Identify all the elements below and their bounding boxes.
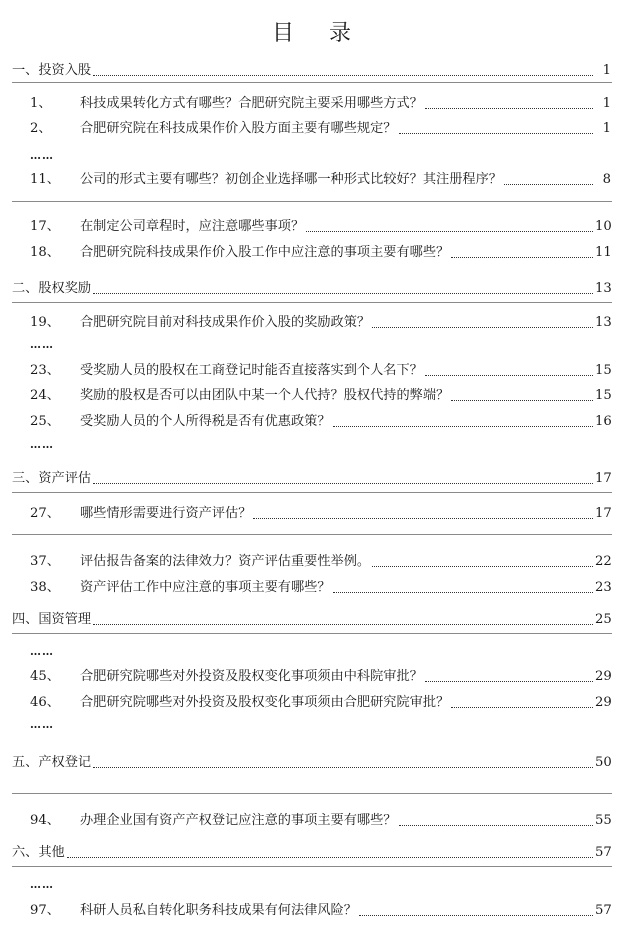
dot-leader [93, 75, 593, 76]
toc-item-row[interactable] [0, 898, 623, 920]
toc-item-row[interactable] [0, 91, 623, 113]
toc-page-number: 13 [595, 315, 612, 330]
toc-page-number: 17 [595, 506, 612, 521]
toc-section-row[interactable] [0, 58, 623, 80]
toc-page-number: 1 [602, 96, 611, 111]
toc-item-row[interactable] [0, 358, 623, 380]
toc-item-label: 资产评估工作中应注意的事项主要有哪些？ [80, 580, 331, 595]
omitted-entries-ellipsis: …… [30, 338, 54, 351]
toc-item-number: 27、 [30, 506, 60, 521]
toc-item-number: 97、 [30, 903, 60, 918]
toc-item-number: 1、 [30, 96, 52, 111]
toc-item-label: 科技成果转化方式有哪些？合肥研究院主要采用哪些方式？ [80, 96, 423, 111]
toc-page-number: 23 [595, 580, 612, 595]
toc-item-number: 25、 [30, 414, 60, 429]
toc-item-label: 办理企业国有资产产权登记应注意的事项主要有哪些？ [80, 813, 397, 828]
dot-leader [93, 767, 593, 768]
dot-leader [372, 566, 593, 567]
toc-item-row[interactable] [0, 240, 623, 262]
toc-item-number: 45、 [30, 669, 60, 684]
toc-item-label: 评估报告备案的法律效力？资产评估重要性举例。 [80, 554, 371, 569]
toc-item-number: 17、 [30, 219, 60, 234]
section-divider [12, 492, 612, 493]
toc-section-label: 五、产权登记 [12, 755, 92, 770]
dot-leader [451, 257, 593, 258]
omitted-entries-ellipsis: …… [30, 438, 54, 451]
toc-page-number: 15 [595, 388, 612, 403]
toc-item-number: 18、 [30, 245, 60, 260]
toc-page-number: 13 [595, 281, 612, 296]
toc-item-label: 合肥研究院目前对科技成果作价入股的奖励政策？ [80, 315, 371, 330]
toc-item-label: 受奖励人员的股权在工商登记时能否直接落实到个人名下？ [80, 363, 423, 378]
section-divider [12, 866, 612, 867]
dot-leader [67, 857, 593, 858]
section-divider [12, 534, 612, 535]
toc-item-label: 合肥研究院哪些对外投资及股权变化事项须由中科院审批？ [80, 669, 423, 684]
dot-leader [333, 592, 593, 593]
toc-page-number: 17 [595, 471, 612, 486]
toc-section-row[interactable] [0, 276, 623, 298]
toc-item-number: 2、 [30, 121, 52, 136]
toc-page-number: 1 [602, 63, 611, 78]
toc-item-number: 24、 [30, 388, 60, 403]
dot-leader [504, 184, 593, 185]
toc-item-label: 合肥研究院科技成果作价入股工作中应注意的事项主要有哪些？ [80, 245, 450, 260]
dot-leader [359, 915, 593, 916]
toc-item-row[interactable] [0, 808, 623, 830]
toc-page-number: 1 [602, 121, 611, 136]
dot-leader [93, 624, 593, 625]
dot-leader [451, 400, 593, 401]
toc-item-number: 37、 [30, 554, 60, 569]
toc-page-number: 22 [595, 554, 612, 569]
toc-page-number: 57 [595, 903, 612, 918]
toc-item-row[interactable] [0, 575, 623, 597]
dot-leader [451, 707, 593, 708]
toc-section-label: 一、投资入股 [12, 63, 92, 78]
toc-page-number: 15 [595, 363, 612, 378]
dot-leader [93, 293, 593, 294]
toc-item-number: 46、 [30, 695, 60, 710]
toc-page-number: 29 [595, 669, 612, 684]
toc-item-label: 科研人员私自转化职务科技成果有何法律风险？ [80, 903, 357, 918]
toc-section-label: 三、资产评估 [12, 471, 92, 486]
toc-page-number: 29 [595, 695, 612, 710]
toc-section-row[interactable] [0, 466, 623, 488]
toc-item-row[interactable] [0, 664, 623, 686]
toc-item-number: 94、 [30, 813, 60, 828]
toc-item-label: 哪些情形需要进行资产评估？ [80, 506, 252, 521]
toc-section-row[interactable] [0, 750, 623, 772]
omitted-entries-ellipsis: …… [30, 645, 54, 658]
toc-item-row[interactable] [0, 116, 623, 138]
dot-leader [425, 681, 593, 682]
toc-section-label: 四、国资管理 [12, 612, 92, 627]
toc-item-row[interactable] [0, 167, 623, 189]
toc-item-number: 19、 [30, 315, 60, 330]
toc-section-row[interactable] [0, 840, 623, 862]
toc-page-number: 8 [602, 172, 611, 187]
toc-item-label: 在制定公司章程时，应注意哪些事项？ [80, 219, 305, 234]
toc-page-number: 11 [595, 245, 612, 260]
toc-page-number: 10 [595, 219, 612, 234]
dot-leader [306, 231, 593, 232]
section-divider [12, 82, 612, 83]
section-divider [12, 302, 612, 303]
dot-leader [399, 133, 594, 134]
toc-section-label: 六、其他 [12, 845, 65, 860]
toc-item-label: 受奖励人员的个人所得税是否有优惠政策？ [80, 414, 331, 429]
toc-page-number: 25 [595, 612, 612, 627]
omitted-entries-ellipsis: …… [30, 718, 54, 731]
toc-item-label: 合肥研究院哪些对外投资及股权变化事项须由合肥研究院审批？ [80, 695, 450, 710]
toc-item-label: 公司的形式主要有哪些？初创企业选择哪一种形式比较好？其注册程序？ [80, 172, 502, 187]
toc-page-number: 57 [595, 845, 612, 860]
omitted-entries-ellipsis: …… [30, 878, 54, 891]
dot-leader [425, 375, 593, 376]
toc-item-row[interactable] [0, 383, 623, 405]
toc-item-label: 合肥研究院在科技成果作价入股方面主要有哪些规定？ [80, 121, 397, 136]
dot-leader [253, 518, 593, 519]
toc-item-label: 奖励的股权是否可以由团队中某一个人代持？股权代持的弊端？ [80, 388, 450, 403]
toc-item-number: 11、 [30, 172, 60, 187]
toc-section-row[interactable] [0, 607, 623, 629]
dot-leader [372, 327, 593, 328]
toc-page-number: 50 [595, 755, 612, 770]
dot-leader [425, 108, 593, 109]
omitted-entries-ellipsis: …… [30, 149, 54, 162]
toc-section-label: 二、股权奖励 [12, 281, 92, 296]
section-divider [12, 201, 612, 202]
dot-leader [93, 483, 593, 484]
toc-item-row[interactable] [0, 310, 623, 332]
toc-page-number: 16 [595, 414, 612, 429]
toc-item-number: 23、 [30, 363, 60, 378]
toc-page-number: 55 [595, 813, 612, 828]
toc-item-row[interactable] [0, 214, 623, 236]
page-title: 目 录 [272, 21, 365, 46]
dot-leader [333, 426, 593, 427]
toc-item-row[interactable] [0, 501, 623, 523]
toc-item-row[interactable] [0, 549, 623, 571]
section-divider [12, 633, 612, 634]
toc-item-row[interactable] [0, 409, 623, 431]
dot-leader [399, 825, 594, 826]
toc-item-row[interactable] [0, 690, 623, 712]
toc-item-number: 38、 [30, 580, 60, 595]
section-divider [12, 793, 612, 794]
